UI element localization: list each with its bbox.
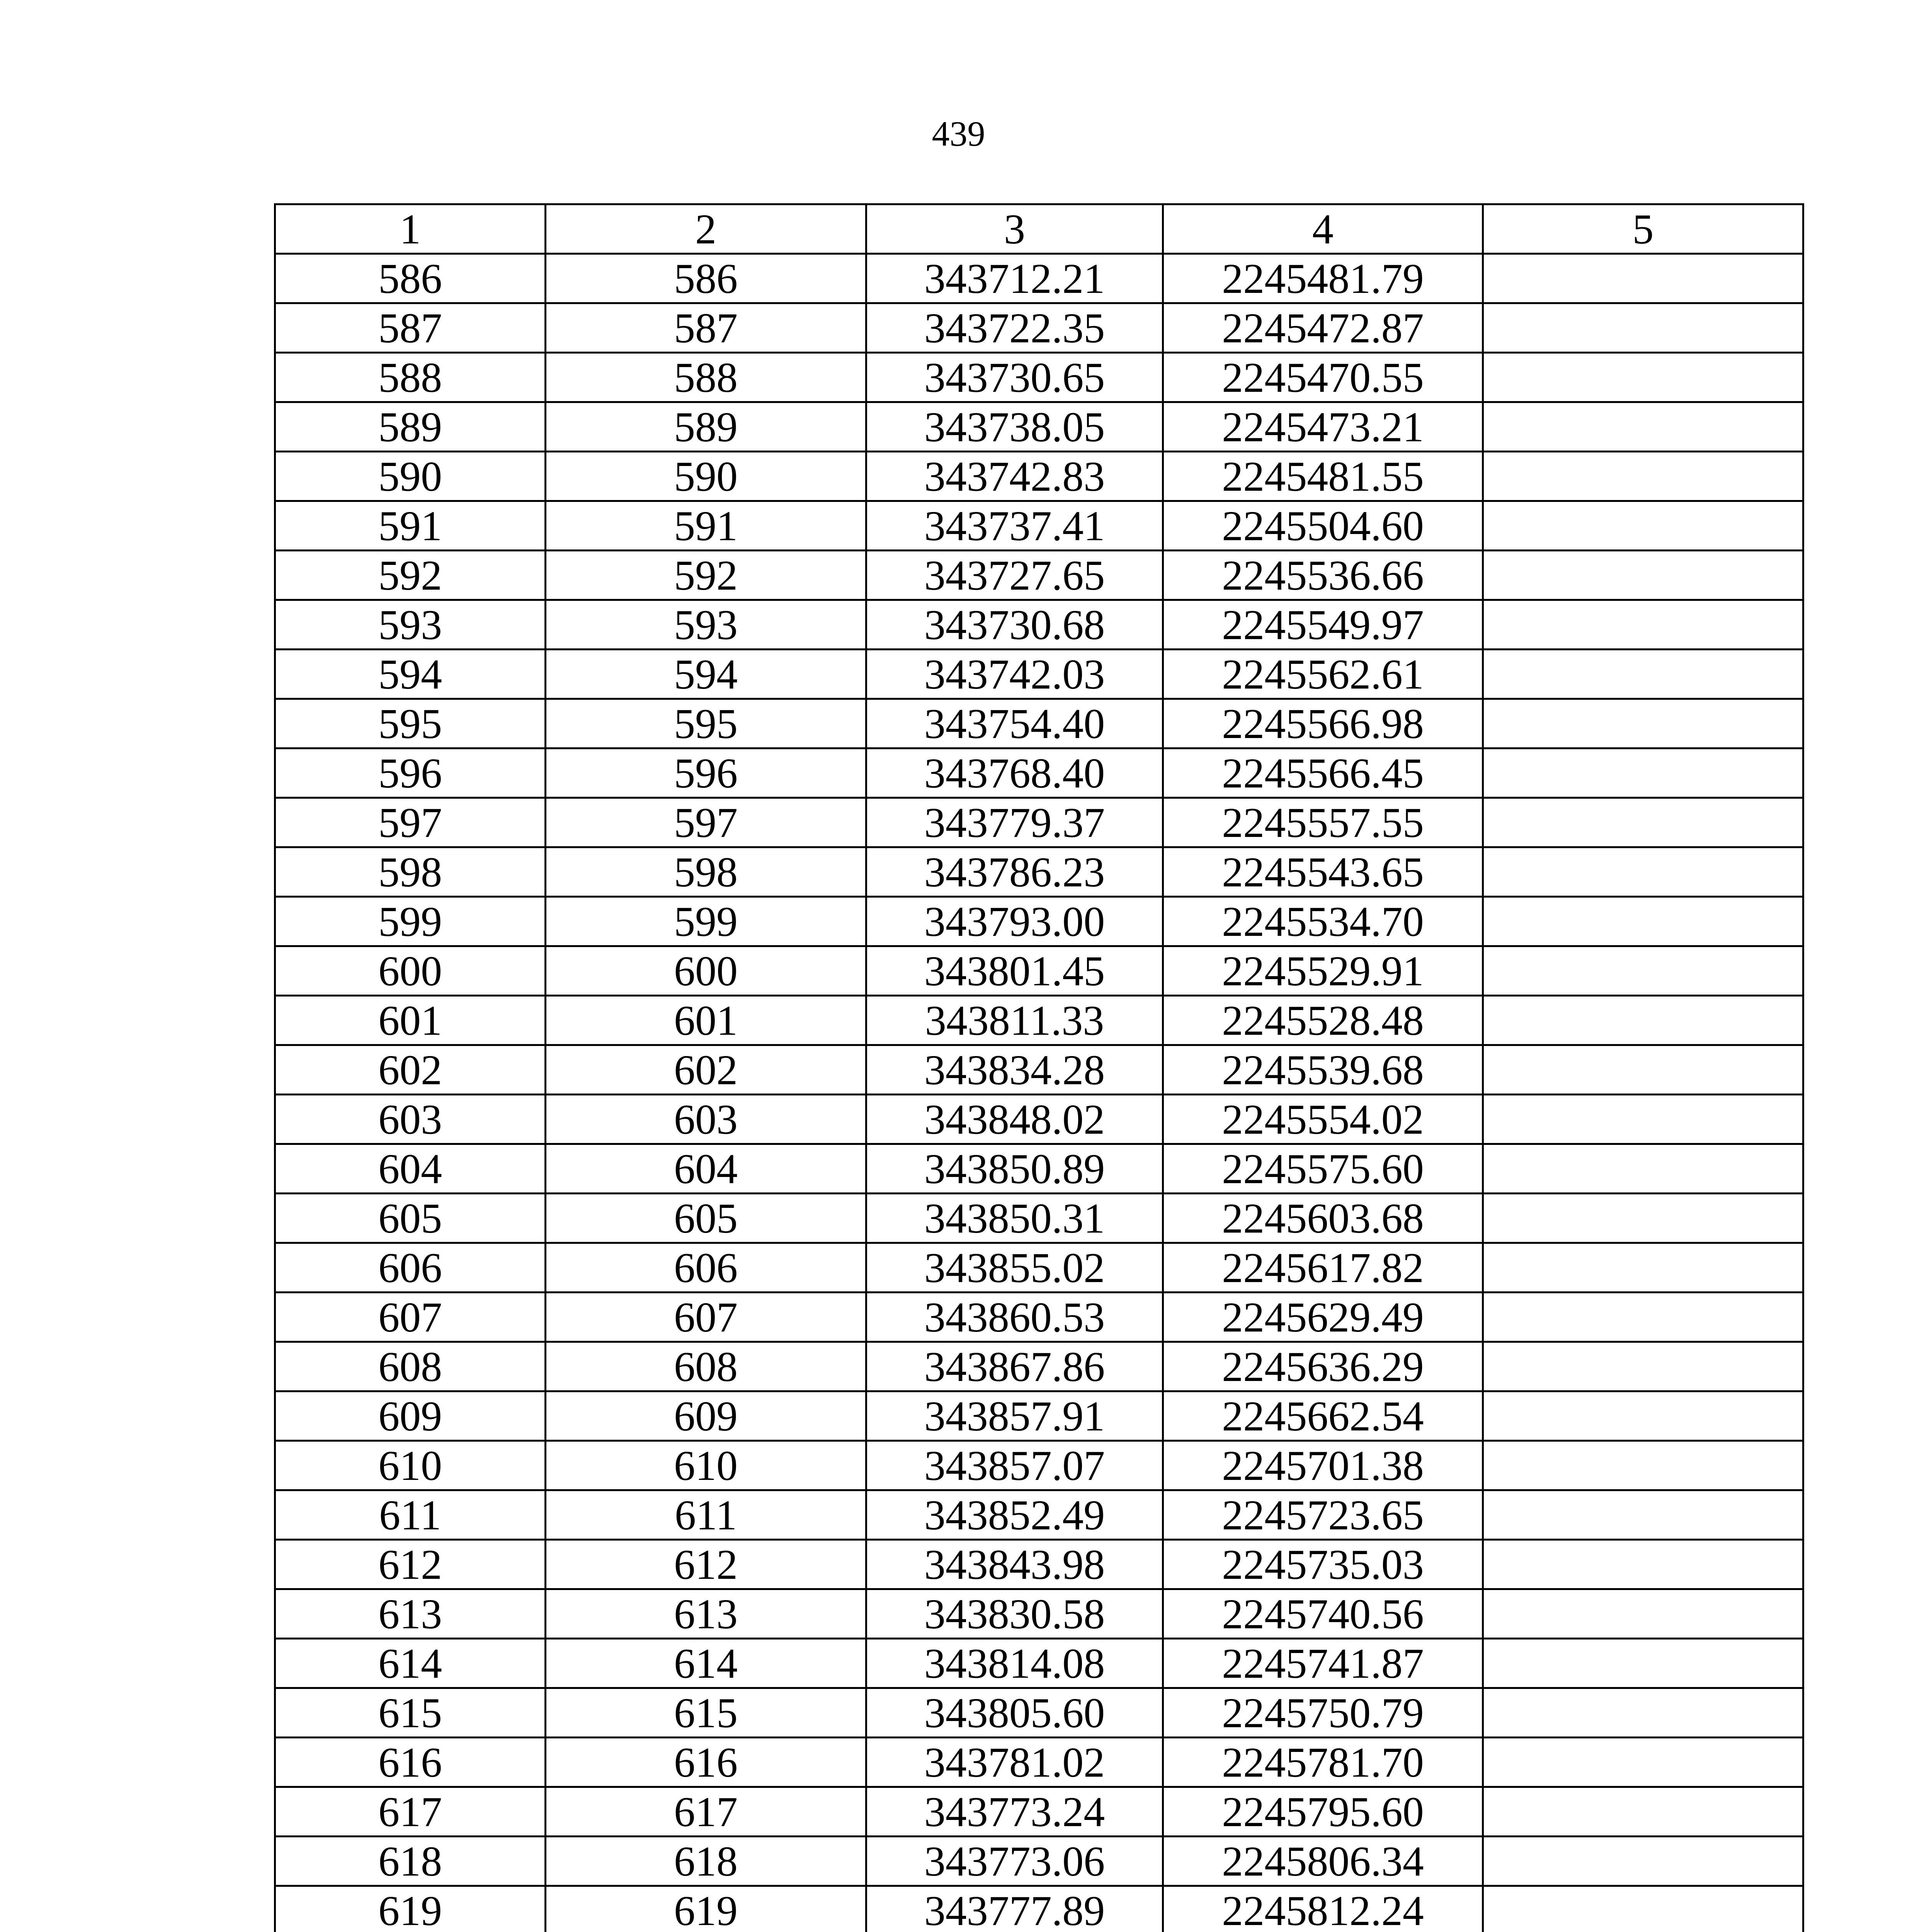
table-cell: 343801.45 <box>866 946 1163 996</box>
table-cell <box>1483 847 1803 897</box>
table-cell <box>1483 798 1803 847</box>
table-cell <box>1483 1540 1803 1589</box>
table-cell: 590 <box>275 452 546 501</box>
table-cell: 2245575.60 <box>1163 1144 1483 1194</box>
table-row <box>275 650 1803 699</box>
column-header-3: 3 <box>866 204 1163 254</box>
table-cell <box>1483 254 1803 303</box>
table-cell: 614 <box>275 1639 546 1688</box>
table-cell: 593 <box>275 600 546 650</box>
table-row <box>275 1045 1803 1095</box>
table-row <box>275 1144 1803 1194</box>
table-cell: 343722.35 <box>866 303 1163 353</box>
table-cell: 603 <box>546 1095 866 1144</box>
table-cell: 609 <box>546 1391 866 1441</box>
table-cell: 2245554.02 <box>1163 1095 1483 1144</box>
table-cell: 2245723.65 <box>1163 1490 1483 1540</box>
table-row <box>275 402 1803 452</box>
table-row <box>275 501 1803 551</box>
table-cell: 343805.60 <box>866 1688 1163 1738</box>
table-cell: 343773.24 <box>866 1787 1163 1837</box>
table-cell: 619 <box>546 1886 866 1932</box>
table-cell: 586 <box>546 254 866 303</box>
table-cell <box>1483 600 1803 650</box>
table-cell: 619 <box>275 1886 546 1932</box>
table-cell: 611 <box>546 1490 866 1540</box>
table-cell: 343855.02 <box>866 1243 1163 1293</box>
table-row <box>275 996 1803 1045</box>
table-cell <box>1483 1738 1803 1787</box>
table-cell <box>1483 1095 1803 1144</box>
table-cell: 2245534.70 <box>1163 897 1483 946</box>
table-cell <box>1483 1045 1803 1095</box>
table-row <box>275 1293 1803 1342</box>
table-cell: 2245473.21 <box>1163 402 1483 452</box>
table-cell: 2245566.45 <box>1163 748 1483 798</box>
table-cell: 588 <box>546 353 866 402</box>
table-row <box>275 1787 1803 1837</box>
table-cell: 343850.89 <box>866 1144 1163 1194</box>
table-cell: 615 <box>275 1688 546 1738</box>
table-cell: 591 <box>275 501 546 551</box>
table-cell: 343834.28 <box>866 1045 1163 1095</box>
table-cell: 589 <box>546 402 866 452</box>
table-cell: 343830.58 <box>866 1589 1163 1639</box>
table-row <box>275 847 1803 897</box>
table-cell: 343754.40 <box>866 699 1163 748</box>
table-cell <box>1483 1837 1803 1886</box>
table-cell: 598 <box>275 847 546 897</box>
table-cell: 613 <box>546 1589 866 1639</box>
table-row <box>275 1886 1803 1932</box>
table-cell: 600 <box>275 946 546 996</box>
table-cell <box>1483 1589 1803 1639</box>
table-cell: 599 <box>275 897 546 946</box>
table-row <box>275 1391 1803 1441</box>
table-cell: 2245557.55 <box>1163 798 1483 847</box>
table-row <box>275 1688 1803 1738</box>
table-cell: 2245562.61 <box>1163 650 1483 699</box>
table-cell: 599 <box>546 897 866 946</box>
table-cell: 2245636.29 <box>1163 1342 1483 1391</box>
table-cell: 2245781.70 <box>1163 1738 1483 1787</box>
table-body <box>275 204 1803 1932</box>
table-cell: 609 <box>275 1391 546 1441</box>
table-cell: 2245812.24 <box>1163 1886 1483 1932</box>
table-cell: 2245735.03 <box>1163 1540 1483 1589</box>
table-cell: 343773.06 <box>866 1837 1163 1886</box>
column-header-1: 1 <box>275 204 546 254</box>
table-cell: 594 <box>275 650 546 699</box>
table-cell: 601 <box>546 996 866 1045</box>
table-cell <box>1483 748 1803 798</box>
table-cell: 343779.37 <box>866 798 1163 847</box>
table-cell: 610 <box>546 1441 866 1490</box>
table-row <box>275 600 1803 650</box>
table-cell <box>1483 1886 1803 1932</box>
table-row <box>275 1095 1803 1144</box>
table-cell: 608 <box>275 1342 546 1391</box>
table-cell: 343742.83 <box>866 452 1163 501</box>
table-cell <box>1483 1391 1803 1441</box>
table-cell <box>1483 353 1803 402</box>
table-row <box>275 946 1803 996</box>
table-cell: 592 <box>275 551 546 600</box>
table-cell: 616 <box>546 1738 866 1787</box>
table-cell <box>1483 1144 1803 1194</box>
table-cell <box>1483 1243 1803 1293</box>
table-cell: 2245750.79 <box>1163 1688 1483 1738</box>
table-cell: 2245701.38 <box>1163 1441 1483 1490</box>
table-cell: 343781.02 <box>866 1738 1163 1787</box>
table-cell: 587 <box>275 303 546 353</box>
table-cell <box>1483 650 1803 699</box>
table-cell: 618 <box>546 1837 866 1886</box>
table-cell: 594 <box>546 650 866 699</box>
table-cell: 607 <box>275 1293 546 1342</box>
table-cell: 589 <box>275 402 546 452</box>
table-cell: 607 <box>546 1293 866 1342</box>
table-cell: 597 <box>546 798 866 847</box>
table-cell: 2245662.54 <box>1163 1391 1483 1441</box>
table-row <box>275 1837 1803 1886</box>
table-cell: 612 <box>275 1540 546 1589</box>
table-cell <box>1483 946 1803 996</box>
table-cell: 343793.00 <box>866 897 1163 946</box>
table-cell: 343814.08 <box>866 1639 1163 1688</box>
table-cell <box>1483 1688 1803 1738</box>
table-row <box>275 1639 1803 1688</box>
table-cell: 605 <box>275 1194 546 1243</box>
table-cell: 615 <box>546 1688 866 1738</box>
table-row <box>275 897 1803 946</box>
table-cell <box>1483 452 1803 501</box>
table-cell: 343786.23 <box>866 847 1163 897</box>
table-cell: 343738.05 <box>866 402 1163 452</box>
table-cell <box>1483 1194 1803 1243</box>
table-cell: 2245539.68 <box>1163 1045 1483 1095</box>
column-header-5: 5 <box>1483 204 1803 254</box>
table-cell: 605 <box>546 1194 866 1243</box>
table-cell <box>1483 699 1803 748</box>
table-cell: 592 <box>546 551 866 600</box>
table-row <box>275 303 1803 353</box>
table-cell: 611 <box>275 1490 546 1540</box>
table-cell <box>1483 1490 1803 1540</box>
table-cell: 597 <box>275 798 546 847</box>
table-row <box>275 748 1803 798</box>
table-cell: 595 <box>275 699 546 748</box>
table-cell: 2245741.87 <box>1163 1639 1483 1688</box>
table-cell: 343852.49 <box>866 1490 1163 1540</box>
table-cell: 343811.33 <box>866 996 1163 1045</box>
table-row <box>275 1490 1803 1540</box>
table-cell: 343768.40 <box>866 748 1163 798</box>
table-cell: 613 <box>275 1589 546 1639</box>
table-cell: 593 <box>546 600 866 650</box>
coordinates-table <box>274 203 1804 1932</box>
table-cell: 2245481.55 <box>1163 452 1483 501</box>
table-row <box>275 452 1803 501</box>
table-cell: 616 <box>275 1738 546 1787</box>
table-cell: 2245617.82 <box>1163 1243 1483 1293</box>
table-cell: 618 <box>275 1837 546 1886</box>
table-row <box>275 699 1803 748</box>
table-cell: 2245536.66 <box>1163 551 1483 600</box>
table-row <box>275 1589 1803 1639</box>
table-cell <box>1483 1787 1803 1837</box>
table-cell: 343727.65 <box>866 551 1163 600</box>
table-cell: 343737.41 <box>866 501 1163 551</box>
table-cell: 2245806.34 <box>1163 1837 1483 1886</box>
table-cell: 600 <box>546 946 866 996</box>
table-row <box>275 353 1803 402</box>
table-row <box>275 1540 1803 1589</box>
table-cell <box>1483 402 1803 452</box>
table-cell: 343843.98 <box>866 1540 1163 1589</box>
table-row <box>275 1243 1803 1293</box>
table-cell: 2245795.60 <box>1163 1787 1483 1837</box>
page-number: 439 <box>932 114 985 153</box>
table-header-row <box>275 204 1803 254</box>
table-cell: 614 <box>546 1639 866 1688</box>
table-cell <box>1483 1293 1803 1342</box>
table-cell: 2245529.91 <box>1163 946 1483 996</box>
column-header-4: 4 <box>1163 204 1483 254</box>
table-cell: 2245470.55 <box>1163 353 1483 402</box>
table-cell: 588 <box>275 353 546 402</box>
table-cell <box>1483 1639 1803 1688</box>
table-row <box>275 1342 1803 1391</box>
table-cell: 343777.89 <box>866 1886 1163 1932</box>
table-cell: 2245543.65 <box>1163 847 1483 897</box>
table-cell: 343730.68 <box>866 600 1163 650</box>
table-cell: 2245629.49 <box>1163 1293 1483 1342</box>
table-cell <box>1483 551 1803 600</box>
table-cell: 343712.21 <box>866 254 1163 303</box>
table-cell: 2245481.79 <box>1163 254 1483 303</box>
table-cell: 598 <box>546 847 866 897</box>
table-cell: 343857.07 <box>866 1441 1163 1490</box>
table-cell: 601 <box>275 996 546 1045</box>
table-cell: 2245603.68 <box>1163 1194 1483 1243</box>
table-cell: 617 <box>275 1787 546 1837</box>
table-cell: 610 <box>275 1441 546 1490</box>
column-header-2: 2 <box>546 204 866 254</box>
table-cell: 2245472.87 <box>1163 303 1483 353</box>
table-cell: 343742.03 <box>866 650 1163 699</box>
table-cell <box>1483 303 1803 353</box>
table-row <box>275 254 1803 303</box>
table-cell: 343857.91 <box>866 1391 1163 1441</box>
table-cell: 343867.86 <box>866 1342 1163 1391</box>
table-cell: 587 <box>546 303 866 353</box>
table-cell <box>1483 996 1803 1045</box>
table-cell <box>1483 1441 1803 1490</box>
table-cell: 2245740.56 <box>1163 1589 1483 1639</box>
table-cell: 595 <box>546 699 866 748</box>
table-cell: 606 <box>546 1243 866 1293</box>
table-cell: 343860.53 <box>866 1293 1163 1342</box>
table-cell <box>1483 501 1803 551</box>
table-row <box>275 551 1803 600</box>
table-cell: 604 <box>546 1144 866 1194</box>
table-cell: 343848.02 <box>866 1095 1163 1144</box>
table-cell: 343850.31 <box>866 1194 1163 1243</box>
table-cell: 606 <box>275 1243 546 1293</box>
table-cell: 596 <box>546 748 866 798</box>
table-cell: 617 <box>546 1787 866 1837</box>
table-row <box>275 798 1803 847</box>
table-cell: 591 <box>546 501 866 551</box>
table-cell: 604 <box>275 1144 546 1194</box>
table-cell <box>1483 1342 1803 1391</box>
table-cell: 2245549.97 <box>1163 600 1483 650</box>
table-cell: 2245504.60 <box>1163 501 1483 551</box>
table-cell: 596 <box>275 748 546 798</box>
table-cell <box>1483 897 1803 946</box>
table-cell: 602 <box>546 1045 866 1095</box>
table-cell: 343730.65 <box>866 353 1163 402</box>
table-cell: 602 <box>275 1045 546 1095</box>
table-cell: 2245528.48 <box>1163 996 1483 1045</box>
table-cell: 603 <box>275 1095 546 1144</box>
table-cell: 586 <box>275 254 546 303</box>
table-row <box>275 1194 1803 1243</box>
table-row <box>275 1441 1803 1490</box>
table-cell: 590 <box>546 452 866 501</box>
table-cell: 2245566.98 <box>1163 699 1483 748</box>
table-cell: 608 <box>546 1342 866 1391</box>
table-cell: 612 <box>546 1540 866 1589</box>
table-row <box>275 1738 1803 1787</box>
